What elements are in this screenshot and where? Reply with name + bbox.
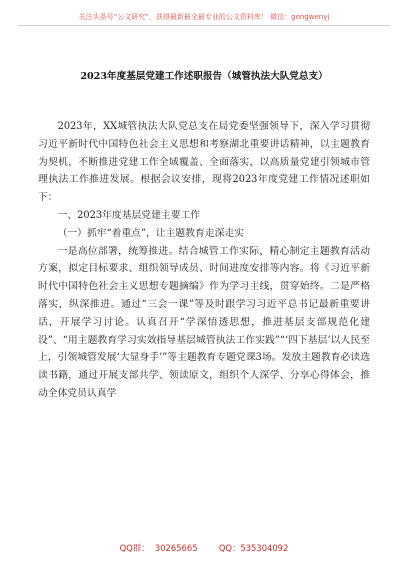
section-heading: 一、2023年度基层党建主要工作: [57, 209, 201, 221]
intro-paragraph: 2023年，XX城管执法大队党总支在局党委坚强领导下，深入学习贯彻习近平新时代中国特色社会主义思想和考察湖北重要讲话精神，以主题教育为契机，不断推进党建工作全域覆盖、全面落实，以高质量党建引领城市管理执法工作推进发展。根据会议安排，现将2023年度党建工作情况述职如下：: [38, 121, 370, 204]
document-title: 2023年度基层党建工作述职报告（城管执法大队党总支）: [80, 71, 328, 82]
footer-contact-note: QQ群： 30265665 QQ：535304092: [119, 543, 289, 553]
body-paragraph: 一是高位部署，统筹推进。结合城管工作实际，精心制定主题教育活动方案，拟定目标要求、组织领导成员、时间进度安排等内容。将《习近平新时代中国特色社会主义思想专题摘编》作为学习主线，贯穿始终。二是严格落实，纵深推进。通过“三会一课”等及时跟学习习近平总书记最新重要讲话，开展学习讨论。认真召开“学深悟透思想，推进基层支部规范化建设”、“用主题教育学习实效指导基层城管执法工作实践”“‘四下基层’以人民至上，引领城管发展‘大显身手’”等主题教育专题党课3场。发放主题教育必读选读书籍，通过开展支部共学、领读原文，组织个人深学、分享心得体会，推动全体党员认真学: [38, 245, 370, 399]
header-divider: [18, 25, 390, 26]
subsection-heading: （一）抓牢“着重点”，让主题教育走深走实: [57, 227, 244, 239]
header-promo-note: 关注头条号“公文研究”，获得最新最全最专业的公文资料库！ 微信：gongwenyj: [78, 13, 330, 21]
document-body: [38, 118, 370, 403]
